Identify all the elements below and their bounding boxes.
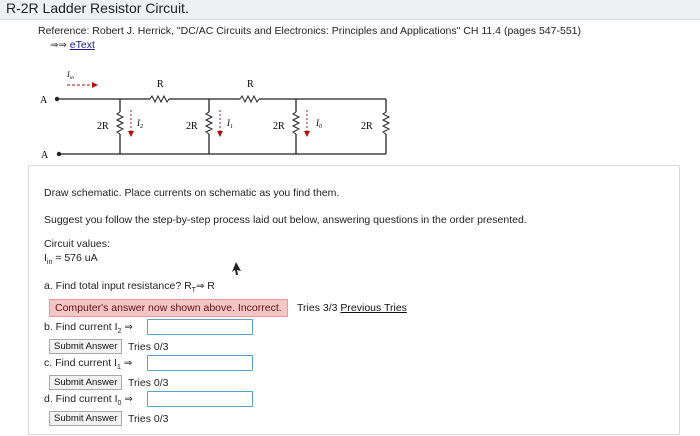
submit-answer-b-button[interactable]: Submit Answer <box>49 339 122 354</box>
node-top-dot <box>55 97 59 101</box>
r1-label: R <box>157 79 164 90</box>
page-title: R-2R Ladder Resistor Circuit. <box>6 0 189 16</box>
leg-4 <box>361 99 389 154</box>
submit-answer-c-button[interactable]: Submit Answer <box>49 375 122 390</box>
question-d-text: d. Find current $I_0$ ⇒ <box>44 393 133 408</box>
double-arrow-icon: ⇒⇒ <box>50 40 67 51</box>
iin-arrowhead <box>92 82 98 88</box>
etext-row <box>50 39 95 51</box>
resistor-r1 <box>150 96 169 102</box>
leg1-i-label: $I_2$ <box>137 118 143 130</box>
etext-link[interactable]: eText <box>69 39 95 51</box>
instruction-line-2: Suggest you follow the step-by-step process laid out below, answering questions in the order presented. <box>44 214 527 226</box>
leg2-i-label: $I_1$ <box>227 118 233 130</box>
question-b-text: b. Find current $I_2$ ⇒ <box>44 321 133 336</box>
question-a-text: a. Find total input resistance? $R_T\Rightarrow$ R <box>44 280 215 295</box>
leg-3 <box>273 99 322 154</box>
reference-text: Reference: Robert J. Herrick, "DC/AC Circuits and Electronics: Principles and Applications" CH 11.4 (pages 547-551) <box>38 25 581 37</box>
answer-input-b[interactable] <box>147 319 253 335</box>
submit-answer-d-button[interactable]: Submit Answer <box>49 411 122 426</box>
mouse-cursor-icon <box>231 262 243 276</box>
leg3-r-label: 2R <box>273 121 285 132</box>
question-c-tries: Tries 0/3 <box>128 377 169 389</box>
iin-value: $I_{in} = 576$ uA <box>44 252 98 267</box>
question-b-tries: Tries 0/3 <box>128 341 169 353</box>
question-c-text: c. Find current $I_1$ ⇒ <box>44 357 133 372</box>
question-d-tries: Tries 0/3 <box>128 413 169 425</box>
leg2-r-label: 2R <box>186 121 198 132</box>
question-a-tries: Tries 3/3 Previous Tries <box>297 302 407 314</box>
answer-input-c[interactable] <box>147 355 253 371</box>
circuit-values-heading: Circuit values: <box>44 238 110 250</box>
answer-input-d[interactable] <box>147 391 253 407</box>
leg4-r-label: 2R <box>361 121 373 132</box>
node-bottom-dot <box>57 152 61 156</box>
node-a-top: A <box>40 95 48 106</box>
leg-1 <box>97 99 143 154</box>
leg3-i-label: $I_0$ <box>316 118 322 130</box>
instruction-line-1: Draw schematic. Place currents on schematic as you find them. <box>44 187 340 199</box>
resistor-r2 <box>240 96 259 102</box>
node-a-bottom: A <box>41 150 49 161</box>
r2-label: R <box>247 79 254 90</box>
iin-label: $I_{in}$ <box>67 70 74 81</box>
leg1-r-label: 2R <box>97 121 109 132</box>
previous-tries-link[interactable]: Previous Tries <box>340 302 407 314</box>
leg-2 <box>186 99 233 154</box>
incorrect-feedback: Computer's answer now shown above. Incorrect. <box>49 299 288 317</box>
